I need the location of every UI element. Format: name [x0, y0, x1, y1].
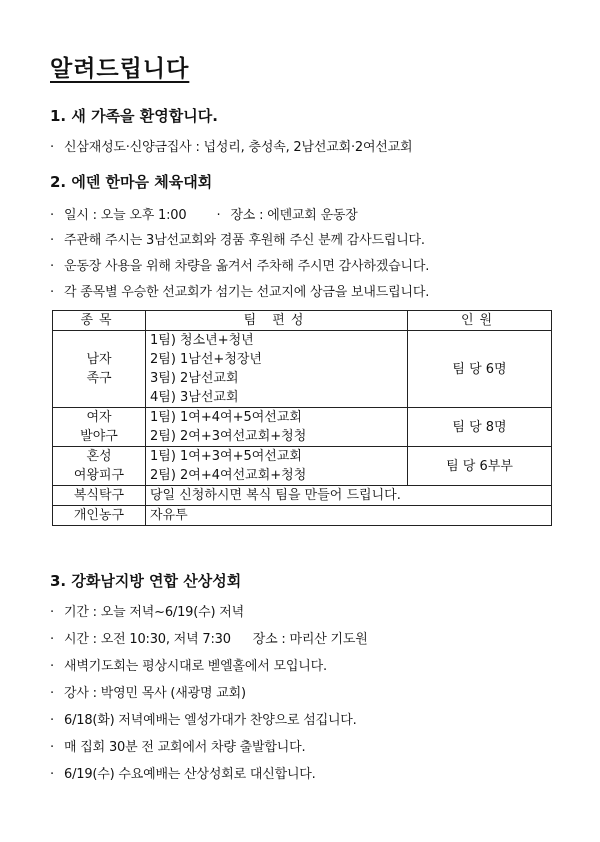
event-name: 남자 족구: [53, 331, 146, 408]
section2-line: · 운동장 사용을 위해 차량을 옮겨서 주차해 주시면 감사하겠습니다.: [50, 259, 430, 274]
page-title: 알려드립니다: [50, 56, 190, 82]
team-list: 1팀) 1여+3여+5여선교회 2팀) 2여+4여선교회+청청: [146, 447, 408, 486]
event-place: 장소 : 에덴교회 운동장: [230, 208, 358, 223]
event-name: 개인농구: [53, 506, 146, 526]
event-name: 혼성 여왕피구: [53, 447, 146, 486]
bullet-icon: ·: [50, 605, 54, 620]
team-size: 팀 당 6명: [408, 331, 552, 408]
section2-heading: 2. 에덴 한마음 체육대회: [50, 173, 213, 191]
event-name: 복식탁구: [53, 486, 146, 506]
section3-line: · 6/19(수) 수요예배는 산상성회로 대신합니다.: [50, 767, 316, 782]
bullet-icon: ·: [50, 285, 54, 300]
section3-line: · 강사 : 박영민 목사 (새광명 교회): [50, 686, 246, 701]
section3-line: · 새벽기도회는 평상시대로 벧엘홀에서 모입니다.: [50, 659, 327, 674]
team-list: 1팀) 청소년+청년 2팀) 1남선+청장년 3팀) 2남선교회 4팀) 3남선교회: [146, 331, 408, 408]
section3-line: [50, 601, 244, 620]
section1-heading: 1. 새 가족을 환영합니다.: [50, 107, 218, 125]
event-note: 당일 신청하시면 복식 팀을 만들어 드립니다.: [146, 486, 552, 506]
table-row: [53, 408, 552, 447]
bullet-icon: ·: [50, 140, 54, 155]
place-text: 장소 : 마리산 기도원: [252, 632, 368, 647]
bullet-icon: ·: [50, 659, 54, 674]
section3-time-place: [50, 628, 368, 647]
bullet-icon: ·: [50, 713, 54, 728]
section3-heading: 3. 강화남지방 연합 산상성회: [50, 572, 242, 590]
team-list: 1팀) 1여+4여+5여선교회 2팀) 2여+3여선교회+청청: [146, 408, 408, 447]
bullet-icon: ·: [50, 632, 54, 647]
period-text: 기간 : 오늘 저녁~6/19(수) 저녁: [64, 605, 244, 620]
column-header-event: 종목: [53, 311, 146, 331]
bullet-icon: ·: [216, 208, 221, 223]
table-row: [53, 447, 552, 486]
event-date: 일시 : 오늘 오후 1:00: [64, 208, 187, 223]
bullet-icon: ·: [50, 259, 54, 274]
column-header-count: 인원: [408, 311, 552, 331]
table-row: [53, 331, 552, 408]
event-note: 자유투: [146, 506, 552, 526]
section3-line: · 6/18(화) 저녁예배는 엘성가대가 찬양으로 섬깁니다.: [50, 713, 357, 728]
section2-date-place: [50, 204, 358, 223]
section2-line: · 주관해 주시는 3남선교회와 경품 후원해 주신 분께 감사드립니다.: [50, 233, 425, 248]
table-row: [53, 506, 552, 526]
sports-table: [52, 310, 552, 526]
bullet-icon: ·: [50, 740, 54, 755]
event-name: 여자 발야구: [53, 408, 146, 447]
column-header-teams: 팀 편성: [146, 311, 408, 331]
bullet-icon: ·: [50, 686, 54, 701]
table-header-row: [53, 311, 552, 331]
time-text: 시간 : 오전 10:30, 저녁 7:30: [64, 632, 231, 647]
bullet-icon: ·: [50, 208, 54, 223]
bullet-icon: ·: [50, 767, 54, 782]
team-size: 팀 당 6부부: [408, 447, 552, 486]
table-row: [53, 486, 552, 506]
section3-line: · 매 집회 30분 전 교회에서 차량 출발합니다.: [50, 740, 306, 755]
team-size: 팀 당 8명: [408, 408, 552, 447]
section1-line: · 신삼재성도·신양금집사 : 넙성리, 충성속, 2남선교회·2여선교회: [50, 140, 413, 155]
bullet-icon: ·: [50, 233, 54, 248]
section2-line: · 각 종목별 우승한 선교회가 섬기는 선교지에 상금을 보내드립니다.: [50, 285, 430, 300]
